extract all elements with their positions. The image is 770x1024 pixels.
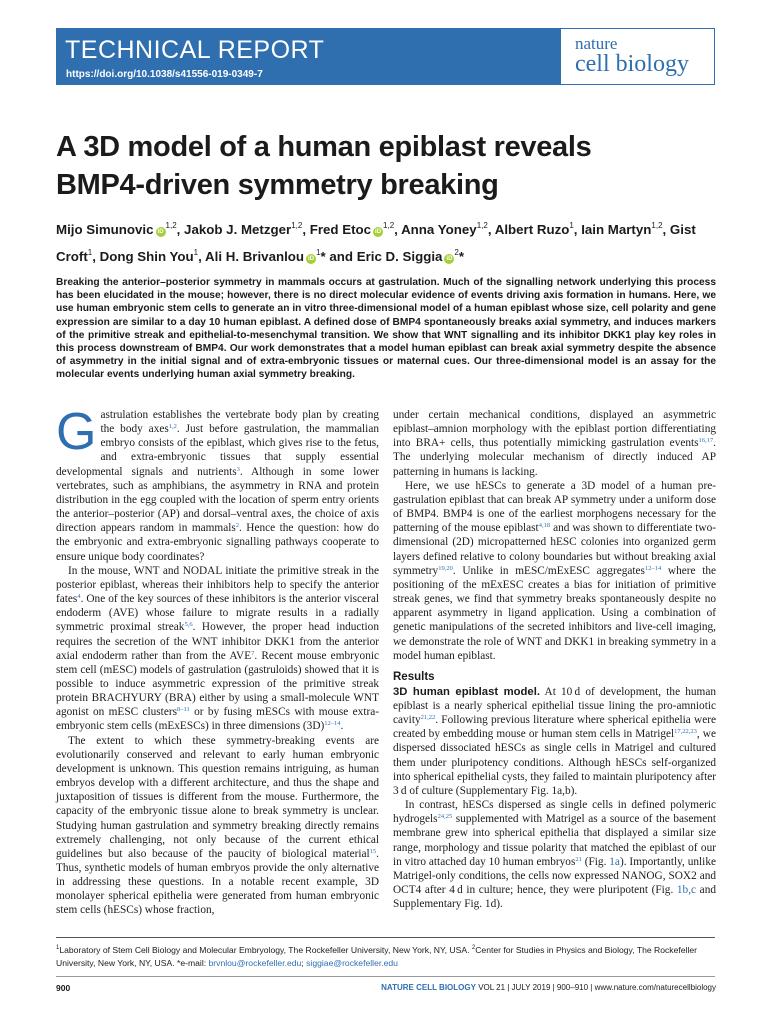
email-link-brivanlou[interactable]: brvnlou@rockefeller.edu (208, 957, 302, 968)
citation-reference[interactable]: 17,22,23 (674, 728, 697, 736)
author[interactable] (56, 222, 177, 237)
author[interactable] (310, 222, 394, 237)
citation-reference[interactable]: 4 (77, 593, 81, 601)
author-affiliation-marker: 1 (87, 248, 93, 257)
body-paragraph: The extent to which these symmetry-breaking events are evolutionarily conserved and relevant to early human embryonic development is unknown. This question remains intriguing, as human embryos develop with a different architecture, and thus the shape and juxtaposition of tissues is different from the mouse. Furthermore, the capacity of the embryonic tissue alone to break symmetry is unclear. Studying human gastrulation and symmetry breaking directly remains extremely challenging, not only because of the current ethical guidelines but also because of the paucity of biological material$^{15}$. Thus, synthetic models of human embryos provide the only alternative in addressing these questions. In a notable recent example, 3D monolayer spherical epithelia were generated from human embryonic stem cells (hESCs) whose fraction, (56, 734, 379, 917)
author-list: Mijo Simunovic iD$^{1,2}$, Jakob J. Metzger$^{1,2}$, Fred Etoc iD$^{1,2}$, Anna Yoney$^{1,2}$, Albert Ruzo$^1$, Iain Martyn$^{1,2}$, Gist Croft$^1$, Dong Shin You$^1$, Ali H. Brivanlou $iD^1*$ and Eric D. Siggia $iD^2*$ (56, 221, 696, 264)
author-name: Fred Etoc (309, 222, 372, 237)
doi-link[interactable]: https://doi.org/10.1038/s41556-019-0349-7 (66, 69, 263, 80)
orcid-icon[interactable]: iD (375, 229, 382, 235)
author-affiliation-marker: 2 (454, 248, 459, 257)
footer-website-link[interactable]: www.nature.com/naturecellbiology (594, 983, 716, 992)
author-affiliation-marker: 1,2 (476, 221, 488, 230)
title-line-2: BMP4-driven symmetry breaking (56, 169, 499, 201)
citation-reference[interactable]: 4,18 (538, 522, 551, 530)
citation-reference[interactable]: 21 (575, 855, 582, 863)
author-affiliation-marker: 1,2 (383, 221, 395, 230)
article-type-label: TECHNICAL REPORT (65, 36, 325, 64)
email-link-siggia[interactable]: siggiae@rockefeller.edu (306, 957, 398, 968)
author[interactable] (100, 249, 199, 264)
citation-reference[interactable]: 21,22 (420, 714, 436, 722)
citation-reference[interactable]: 12–14 (644, 564, 662, 572)
footer-citation (378, 983, 716, 992)
header-banner (56, 28, 715, 85)
author-name: Ali H. Brivanlou (205, 249, 305, 264)
author-name: Mijo Simunovic (56, 222, 154, 237)
citation-reference[interactable]: 8–11 (177, 706, 190, 714)
citation-reference[interactable]: 24,25 (437, 813, 453, 821)
author-name: Iain Martyn (581, 222, 652, 237)
body-column-left (56, 403, 380, 918)
body-column-right (393, 408, 716, 911)
author-affiliation-marker: 1,2 (291, 221, 303, 230)
author-affiliation-marker: 1 (316, 248, 321, 257)
body-paragraph: 3D human epiblast model. At 10 d of development, the human epiblast is a nearly spherical epithelial tissue lining the pro-amniotic cavity$^{21,22}$. Following previous literature where spherical epithelia were created by embedding mouse or human stem cells in Matrigel$^{17,22,23}$, we dispersed dissociated hESCs as single cells in Matrigel and cultured them under pluripotency conditions. Although hESCs self-organized into spherical epithelial cysts, they failed to maintain pluripotency after 3 d of culture (Supplementary Fig. 1a,b). (393, 685, 716, 797)
author-affiliation-marker: 1,2 (651, 221, 663, 230)
citation-reference[interactable]: 16,17 (698, 437, 714, 445)
author-affiliation-marker: 1,2 (165, 221, 177, 230)
body-paragraph: Gastrulation establishes the vertebrate body plan by creating the body axes$^{1,2}$. Just before gastrulation, the mammalian embryo consists of the epiblast, which gives rise to the fetus, and extra-embryonic tissues that supply essential developmental signals and nutrients$^3$. Although in some lower vertebrates, such as amphibians, the asymmetry in RNA and protein distribution in the egg coupled with the location of sperm entry orients the anterior–posterior (AP) and dorsal–ventral axes, the choice of axis direction appears random in mammals$^2$. Hence the question: how do the embryonic and extra-embryonic signalling pathways cooperate to ensure unique body coordinates? (56, 403, 380, 563)
author-affiliation-marker: 1 (193, 248, 199, 257)
footer-journal-name: NATURE CELL BIOLOGY (381, 983, 476, 992)
author-affiliation-marker: 1 (569, 221, 574, 230)
journal-logo[interactable] (561, 29, 714, 84)
author[interactable] (205, 249, 326, 264)
body-paragraph: In the mouse, WNT and NODAL initiate the primitive streak in the posterior epiblast, whereas their inhibitors help to specify the anterior fates$^4$. One of the key sources of these inhibitors is the anterior visceral endoderm (AVE) whose failure to migrate results in a radially symmetric proximal streak$^{5,6}$. However, the proper head induction requires the secretion of the WNT inhibitor DKK1 from the anterior axial endoderm rather than from the AVE$^7$. Recent mouse embryonic stem cell (mESC) models of gastrulation (gastruloids) showed that it is possible to induce asymmetric expression of the primitive streak protein BRACHYURY (BRA) either by using a small-molecule WNT agonist on mESC clusters$^{8-11}$ or by fusing mESCs with mouse extra-embryonic stem cells (mExESCs) in three dimensions $(3D)^{12-14}$. (56, 564, 379, 733)
footer-divider (56, 976, 715, 977)
affiliation-2: Center for Studies in Physics and Biology, The Rockefeller University, New York, NY, USA. *e-mail: (56, 944, 698, 968)
orcid-icon[interactable]: iD (157, 229, 164, 235)
citation-reference[interactable]: 3 (236, 465, 240, 473)
citation-reference[interactable]: 12–14 (324, 720, 341, 728)
subsection-heading: 3D human epiblast model. (393, 685, 540, 698)
author[interactable] (357, 249, 464, 264)
author-name: Gist Croft (56, 222, 696, 264)
citation-reference[interactable]: 5,6 (184, 621, 193, 629)
affiliation-1: Laboratory of Stem Cell Biology and Molecular Embryology, The Rockefeller University, New York, NY, USA. (59, 944, 470, 955)
author-name: Albert Ruzo (494, 222, 570, 237)
citation-reference[interactable]: 1,2 (168, 423, 177, 431)
results-heading: Results (393, 670, 435, 683)
body-paragraph: In contrast, hESCs dispersed as single cells in defined polymeric hydrogels$^{24,25}$ supplemented with Matrigel as a source of the basement membrane grew into spherical epithelia that displayed a similar size range, morphology and tissue polarity that matched the epiblast of our in vitro attached day 10 human embryos$^{21}$ (Fig. 1a). Importantly, unlike Matrigel-only conditions, the cells now expressed NANOG, SOX2 and OCT4 after 4 d in culture; hence, they were pluripotent (Fig. 1b,c and Supplementary Fig. 1d). (393, 799, 716, 911)
figure-reference-link[interactable]: 1a (609, 855, 620, 868)
citation-reference[interactable]: 7 (251, 649, 255, 657)
drop-cap: G (56, 403, 97, 461)
corresponding-author-marker: * (320, 249, 326, 264)
figure-reference-link[interactable]: 1b,c (676, 884, 697, 896)
author-name: Eric D. Siggia (356, 249, 443, 264)
journal-logo-cell-biology: cell biology (575, 51, 689, 77)
author-name: Anna Yoney (401, 222, 477, 237)
author[interactable] (581, 222, 662, 237)
author-name: Dong Shin You (99, 249, 194, 264)
affiliations-footnote: $^1$Laboratory of Stem Cell Biology and Molecular Embryology, The Rockefeller University, New York, NY, USA. $^2$Center for Studies in Physics and Biology, The Rockefeller University, New York, NY, USA. *e-mail: brvnlou@rockefeller.edu; siggiae@rockefeller.edu (56, 944, 698, 968)
article-title (56, 128, 716, 204)
author-name: Jakob J. Metzger (184, 222, 292, 237)
author[interactable] (495, 222, 574, 237)
banner-section-area (57, 29, 561, 84)
corresponding-author-marker: * (458, 249, 465, 264)
citation-reference[interactable]: 2 (235, 522, 239, 530)
author[interactable] (184, 222, 302, 237)
author[interactable] (401, 222, 488, 237)
orcid-icon[interactable]: iD (446, 256, 453, 262)
abstract: Breaking the anterior–posterior symmetry in mammals occurs at gastrulation. Much of the signalling network underlying this process has been elucidated in the mouse; however, there is no direct molecular evidence of events driving axis formation in humans. Here, we use human embryonic stem cells to generate an in vitro three-dimensional model of a human epiblast whose size, cell polarity and gene expression are similar to a day 10 human epiblast. A defined dose of BMP4 spontaneously breaks axial symmetry, and induces markers of the primitive streak and epithelial-to-mesenchymal transition. We show that WNT signalling and its inhibitor DKK1 play key roles in this process downstream of BMP4. Our work demonstrates that a model human epiblast can break axial symmetry despite the absence of asymmetry in the initial signal and of extra-embryonic tissues or maternal cues. Our three-dimensional model is an assay for the molecular events underlying human axial symmetry breaking. (56, 277, 716, 381)
page-number: 900 (56, 983, 71, 993)
body-paragraph: under certain mechanical conditions, displayed an asymmetric epiblast–amnion morphology with the epiblast portion differentiating into BRA+ cells, thus potentially mimicking gastrulation events$^{16,17}$. The underlying molecular mechanism of directly induced AP patterning in humans is lacking. (393, 409, 716, 478)
orcid-icon[interactable]: iD (308, 256, 315, 262)
citation-reference[interactable]: 19,20 (438, 564, 453, 572)
body-paragraph: Here, we use hESCs to generate a 3D model of a human pre-gastrulation epiblast that can break AP symmetry under a uniform dose of BMP4. BMP4 is one of the earliest morphogens necessary for the patterning of the mouse epiblast$^{4,18}$ and was shown to differentiate two-dimensional (2D) micropatterned hESC colonies into organized germ layers defined relative to colony boundaries but without breaking axial symmetry$^{19,20}$. Unlike in mESC/mExESC aggregates$^{12-14}$ where the positioning of the mExESC creates a bias for initiation of primitive streak genes, we find that symmetry breaks spontaneously despite no apparent asymmetry in ligand application. Using a combination of genetic manipulations of the secreted inhibitors and live-cell imaging, we demonstrate the role of WNT and DKK1 in breaking symmetry in a model human epiblast. (393, 479, 717, 662)
citation-reference[interactable]: 15 (369, 847, 377, 855)
footer-issue: VOL 21 | JULY 2019 | 900–910 | (478, 983, 593, 992)
title-line-1: A 3D model of a human epiblast reveals (56, 131, 592, 163)
footnote-divider (56, 937, 715, 938)
journal-logo-nature: nature (575, 34, 618, 53)
